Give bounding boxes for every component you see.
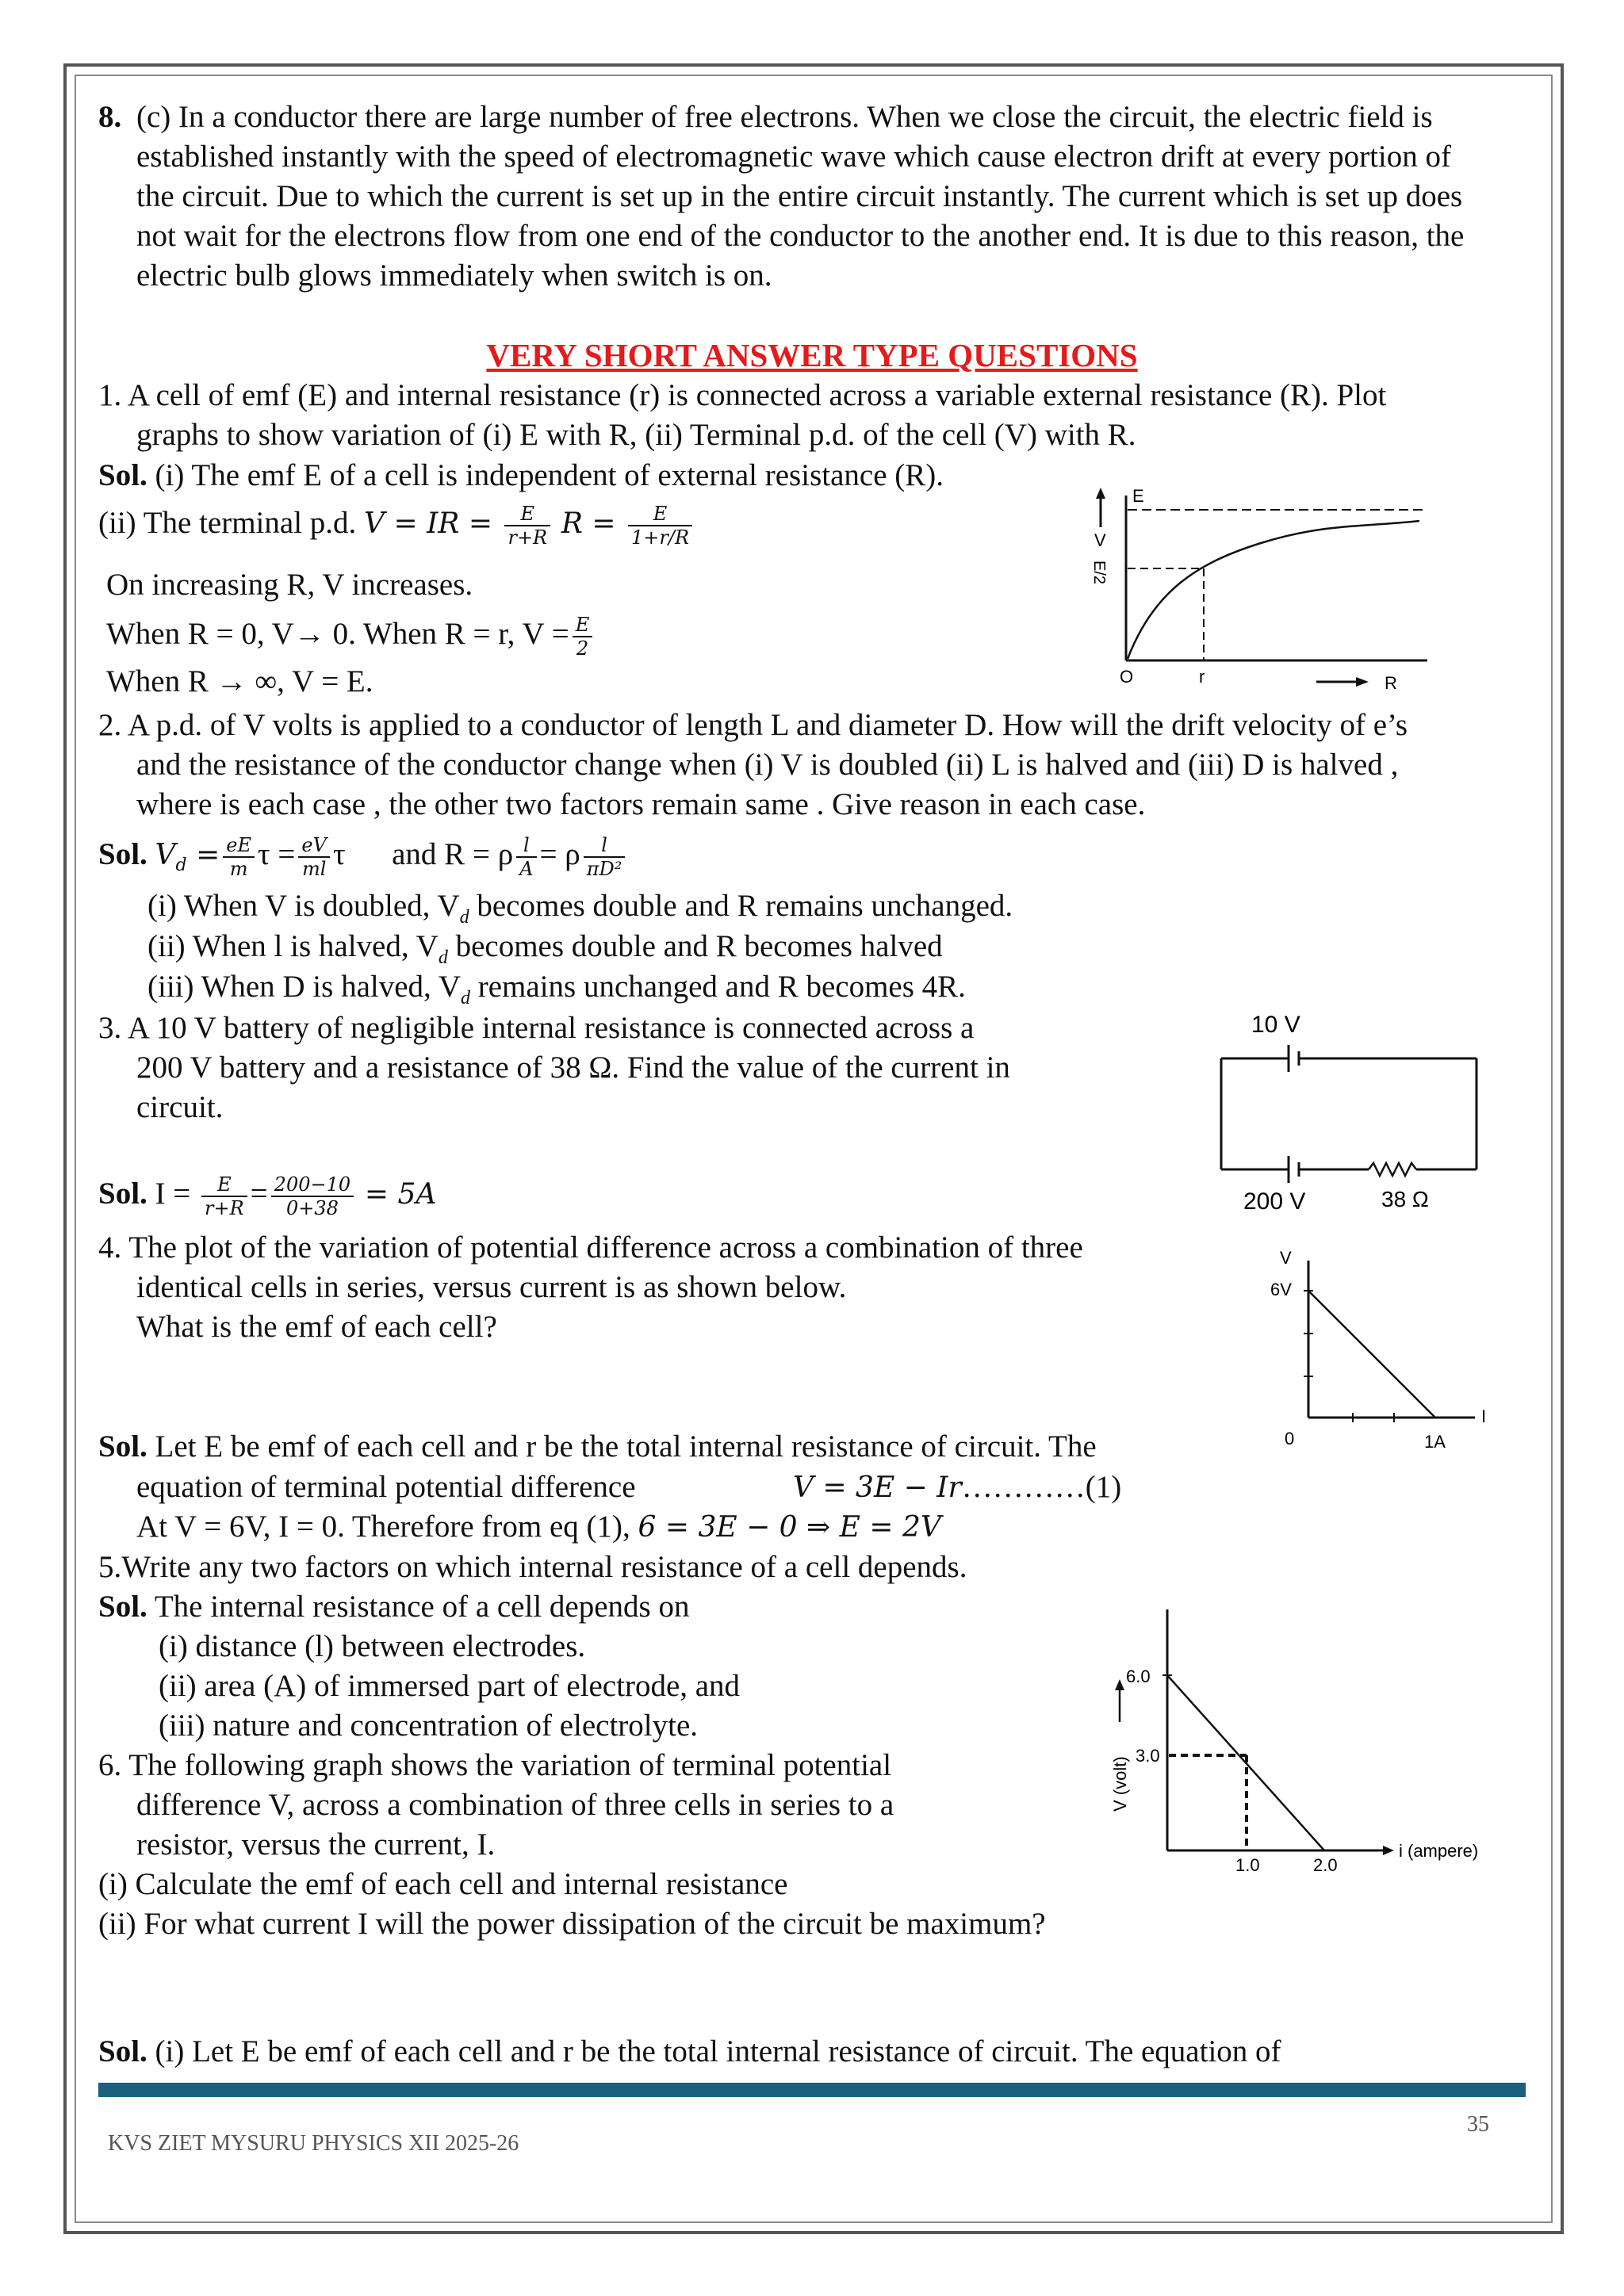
- q1-line-1: 1. A cell of emf (E) and internal resistance (r) is connected across a variable external resistance (R). Plot: [98, 378, 1387, 412]
- frac-e-over-2: $\frac{E}{2}$: [573, 614, 593, 660]
- q1-sol-line-4: When R = 0, V→ 0. When R = r, V = $\frac{E}{2}$: [106, 614, 596, 660]
- q2-line-2: and the resistance of the conductor change when (i) V is doubled (ii) L is halved and (iii) D is halved ,: [136, 748, 1399, 782]
- q6-line-4: (i) Calculate the emf of each cell and internal resistance: [98, 1867, 788, 1901]
- frac-e-over-r-plus-r: $\frac{E}{r+R}$: [504, 503, 550, 549]
- page-number: 35: [1467, 2112, 1489, 2137]
- q4-graph: [1261, 1237, 1499, 1451]
- q1-graph-x-label: R: [1385, 673, 1397, 693]
- q2-item-1: (i) When V is doubled, $V_d$ becomes double and R remains unchanged.: [147, 889, 1013, 928]
- q6-sol-line: Sol. (i) Let E be emf of each cell and r be the total internal resistance of circuit. The equation of: [98, 2034, 1281, 2068]
- q6-line-2: difference V, across a combination of three cells in series to a: [136, 1788, 894, 1822]
- q5-line: 5.Write any two factors on which internal resistance of a cell depends.: [98, 1550, 967, 1584]
- q3-line-3: circuit.: [136, 1090, 224, 1124]
- q6-graph: [1063, 1601, 1491, 1879]
- q1-graph-r-label: r: [1199, 667, 1205, 687]
- q1-graph-e-label: E: [1132, 486, 1144, 506]
- footer-text: KVS ZIET MYSURU PHYSICS XII 2025-26: [108, 2131, 519, 2156]
- q8-line-1: (c) In a conductor there are large number of free electrons. When we close the circuit, the electric field is: [136, 100, 1433, 134]
- q6-graph-1-label: 1.0: [1235, 1855, 1260, 1875]
- q1-sol-line-1: [98, 457, 944, 495]
- q1-sol-line-3: On increasing R, V increases.: [106, 568, 473, 602]
- q6-graph-6-label: 6.0: [1126, 1667, 1151, 1686]
- q4-line-3: What is the emf of each cell?: [136, 1310, 497, 1344]
- q2-item-2: (ii) When l is halved, $V_d$ becomes double and R becomes halved: [147, 929, 943, 968]
- q1-sol-line-2: (ii) The terminal p.d. V = IR = $\frac{E}{r+R}$ R = $\frac{E}{1+r/R}$: [98, 503, 695, 549]
- q4-eq-1: V = 3E − Ir…………(1): [793, 1470, 1122, 1504]
- q8-line-2: established instantly with the speed of electromagnetic wave which cause electron drift at every portion of: [136, 140, 1451, 174]
- q4-sol-line-2: equation of terminal potential difference: [136, 1470, 636, 1504]
- q1-graph-e-half-label: E/2: [1090, 561, 1108, 585]
- q1-graph: [1078, 480, 1435, 694]
- q3-line-1: 3. A 10 V battery of negligible internal resistance is connected across a: [98, 1011, 975, 1045]
- q3-sol-line: Sol. I = $\frac{E}{r+R}$ = $\frac{200-10}{0+38}$ = 5A: [98, 1173, 437, 1219]
- q6-graph-y-label: V (volt): [1110, 1756, 1130, 1812]
- q5-sol-line: Sol. The internal resistance of a cell depends on: [98, 1590, 690, 1624]
- q4-graph-1a-label: 1A: [1424, 1432, 1446, 1451]
- section-heading: VERY SHORT ANSWER TYPE QUESTIONS: [486, 337, 1138, 373]
- q8-number: 8.: [98, 100, 122, 134]
- q4-graph-y-label: V: [1280, 1248, 1292, 1268]
- q5-item-1: (i) distance (l) between electrodes.: [159, 1629, 586, 1663]
- q1-line-2: graphs to show variation of (i) E with R, (ii) Terminal p.d. of the cell (V) with R.: [136, 418, 1136, 452]
- q4-sol-line-1: Sol. Let E be emf of each cell and r be the total internal resistance of circuit. The: [98, 1429, 1097, 1464]
- circuit-200v-label: 200 V: [1243, 1188, 1306, 1215]
- circuit-10v-label: 10 V: [1251, 1012, 1300, 1038]
- circuit-resistor-label: 38 Ω: [1381, 1187, 1429, 1211]
- q6-graph-3-label: 3.0: [1136, 1746, 1160, 1766]
- q5-item-3: (iii) nature and concentration of electrolyte.: [159, 1709, 699, 1743]
- q6-line-3: resistor, versus the current, I.: [136, 1827, 496, 1862]
- q1-graph-v-label: V: [1094, 530, 1106, 550]
- q8-line-5: electric bulb glows immediately when switch is on.: [136, 258, 772, 293]
- sol-label: Sol.: [98, 458, 147, 492]
- q2-line-3: where is each case , the other two factors remain same . Give reason in each case.: [136, 787, 1146, 821]
- q8-line-3: the circuit. Due to which the current is set up in the entire circuit instantly. The current which is set up does: [136, 179, 1463, 213]
- q6-line-5: (ii) For what current I will the power dissipation of the circuit be maximum?: [98, 1907, 1046, 1941]
- q4-graph-origin-label: 0: [1285, 1429, 1295, 1448]
- q3-circuit-diagram: [1213, 1007, 1499, 1221]
- q5-item-2: (ii) area (A) of immersed part of electrode, and: [159, 1669, 741, 1703]
- q6-graph-x-label: i (ampere): [1399, 1841, 1479, 1861]
- q6-line-1: 6. The following graph shows the variation of terminal potential: [98, 1748, 892, 1782]
- q1-sol-line-5: When R → ∞, V = E.: [106, 664, 373, 698]
- q4-sol-line-3: At V = 6V, I = 0. Therefore from eq (1), 6 = 3E − 0 ⇒ E = 2V: [136, 1510, 941, 1544]
- q3-line-2: 200 V battery and a resistance of 38 Ω. Find the value of the current in: [136, 1050, 1010, 1085]
- q2-sol-line: Sol. $V_d$ = $\frac{eE}{m}$ τ = $\frac{eV}{ml}$ τ and R = ρ $\frac{l}{A}$ = ρ $\frac{l}{\text{πD²}}$: [98, 834, 628, 885]
- frac-e-over-1-plus: $\frac{E}{1+r/R}$: [628, 503, 692, 549]
- footer-bar: [98, 2083, 1526, 2097]
- q1-graph-origin-label: O: [1120, 667, 1134, 687]
- q4-line-2: identical cells in series, versus current is as shown below.: [136, 1270, 847, 1304]
- q1-sol-text: (i) The emf E of a cell is independent of external resistance (R).: [147, 458, 944, 492]
- q4-line-1: 4. The plot of the variation of potential difference across a combination of three: [98, 1230, 1083, 1265]
- q2-item-3: (iii) When D is halved, $V_d$ remains unchanged and R becomes 4R.: [147, 970, 966, 1008]
- q1-formula: V = IR =: [364, 507, 502, 540]
- q2-line-1: 2. A p.d. of V volts is applied to a conductor of length L and diameter D. How will the drift velocity of e’s: [98, 708, 1408, 742]
- q4-graph-i-label: I: [1481, 1406, 1487, 1426]
- q1-sol-prefix: (ii) The terminal p.d.: [98, 505, 365, 540]
- q4-graph-6v-label: 6V: [1270, 1280, 1292, 1299]
- q8-line-4: not wait for the electrons flow from one end of the conductor to the another end. It is due to this reason, the: [136, 219, 1465, 253]
- q6-graph-2-label: 2.0: [1313, 1855, 1338, 1875]
